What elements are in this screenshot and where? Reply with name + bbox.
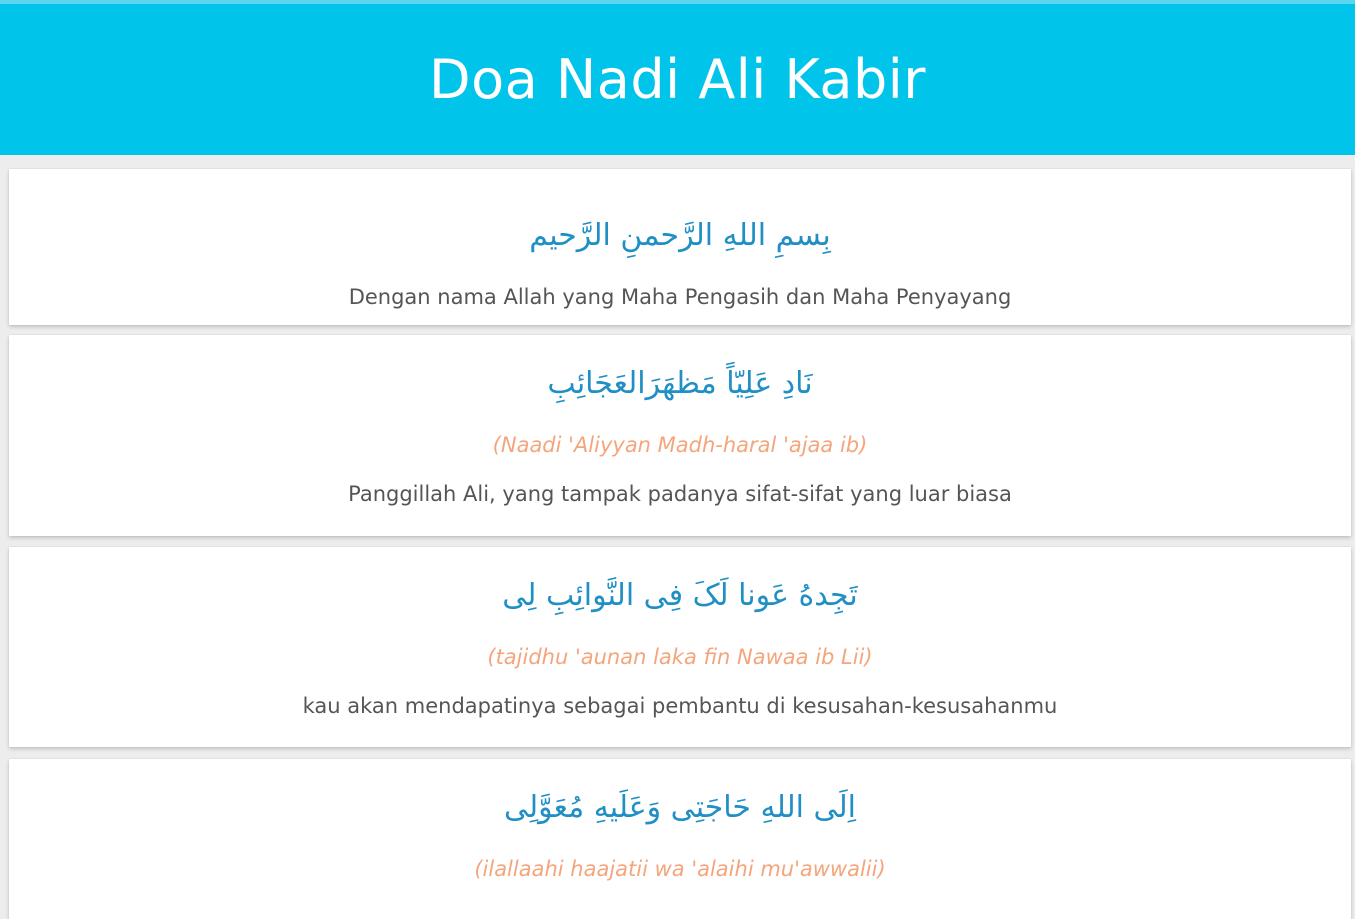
verse-arabic: تَجِدهُ عَونا لَکَ فِی النَّوائِبِ لِی [502,578,858,613]
verse-transliteration: (ilallaahi haajatii wa 'alaihi mu'awwalii) [474,857,886,881]
verse-card [9,759,1351,919]
verse-card [9,169,1351,325]
page-title: Doa Nadi Ali Kabir [429,48,926,111]
verse-meaning: Panggillah Ali, yang tampak padanya sifat-sifat yang luar biasa [348,482,1012,506]
verse-arabic: اِلَی اللهِ حَاجَتِی وَعَلَیهِ مُعَوَّلِی [503,790,857,825]
verse-arabic: بِسمِ اللهِ الرَّحمنِ الرَّحيم [529,218,831,253]
verse-meaning: kau akan mendapatinya sebagai pembantu di kesusahan-kesusahanmu [302,694,1058,718]
app-header [0,0,1355,155]
verse-transliteration: (Naadi 'Aliyyan Madh-haral 'ajaa ib) [492,433,868,457]
verse-card [9,335,1351,536]
verse-card [9,547,1351,747]
verse-meaning: Dengan nama Allah yang Maha Pengasih dan Maha Penyayang [348,285,1012,309]
verse-transliteration: (tajidhu 'aunan laka fin Nawaa ib Lii) [487,645,873,669]
verse-arabic: نَادِ عَلِيّاً مَظهَرَالعَجَائِبِ [547,366,813,401]
